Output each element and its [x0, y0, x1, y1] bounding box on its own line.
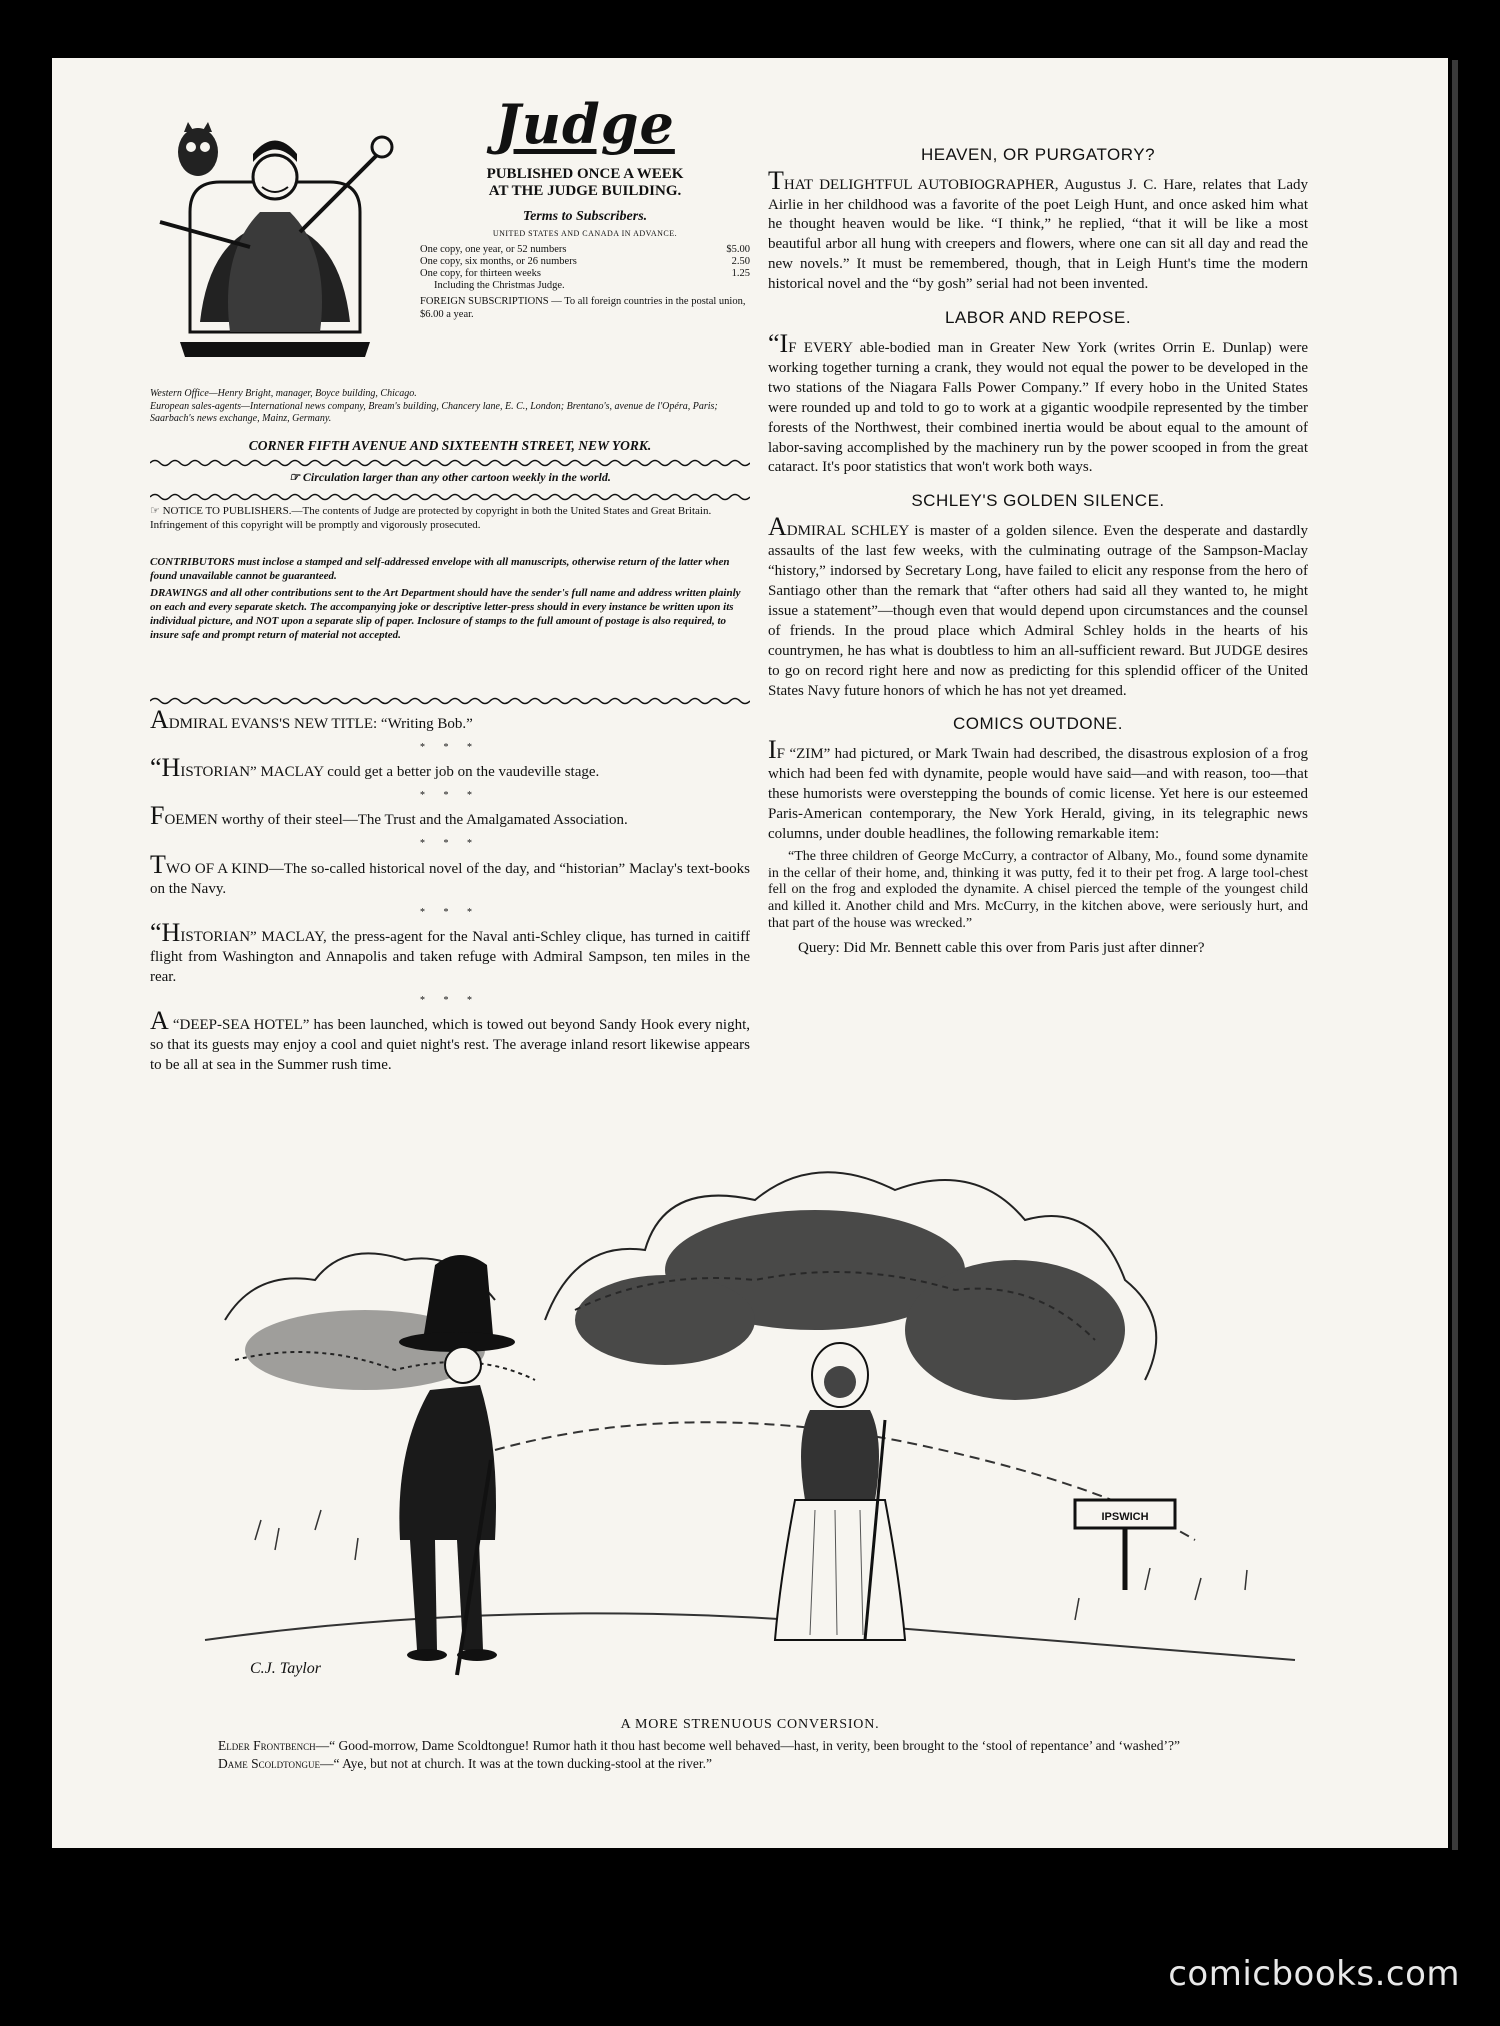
article-heading: LABOR AND REPOSE.	[944, 308, 1132, 328]
cartoon-title: A MORE STRENUOUS CONVERSION.	[620, 1717, 880, 1732]
price-list	[420, 244, 750, 292]
wavy-divider	[150, 492, 750, 502]
paragraph: “HISTORIAN” MACLAY, the press-agent for the Naval anti-Schley clique, has turned in caitiff flight from Washington and Annapolis and taken refuge with Admiral Sampson, ten miles in the rear.	[150, 917, 750, 985]
cartoon-caption	[218, 1737, 1318, 1772]
paragraph: TWO OF A KIND—The so-called historical novel of the day, and “historian” Maclay's text-books on the Navy.	[150, 849, 750, 897]
judge-building: AT THE JUDGE BUILDING.	[488, 182, 682, 199]
article-heading: HEAVEN, OR PURGATORY?	[920, 145, 1156, 164]
circulation-note: ☞ Circulation larger than any other cartoon weekly in the world.	[289, 470, 611, 484]
article-text: IF “ZIM” had pictured, or Mark Twain had described, the disastrous explosion of a frog which had been fed with dynamite, people would have said—and with reason, too—that these humorists were overstepping the bounds of comic license. Yet here is our esteemed Paris-American contemporary, the New York Herald, giving, in its telegraphic news columns, under double headlines, the following remarkable item:	[768, 735, 1308, 842]
judge-seated-figure-icon	[150, 92, 400, 362]
right-column-articles	[768, 144, 1308, 959]
caption-line: Dame Scoldtongue—“ Aye, but not at church. It was at the town ducking-stool at the river.”	[218, 1755, 713, 1771]
signpost-label: IPSWICH	[1101, 1511, 1149, 1523]
drawings-text: DRAWINGS and all other contributions sent to the Art Department should have the sender's full name and address written plainly on each and every separate sketch. The accompanying joke or descriptive letter-press should in every instance be written upon its individual picture, and NOT upon a separate slip of paper. Inclosure of stamps to the full amount of postage is also required, to insure safe and prompt return of material not accepted.	[150, 586, 741, 642]
signpost-icon	[1075, 1500, 1175, 1590]
contributors-notice	[150, 555, 750, 645]
western-office: Western Office—Henry Bright, manager, Boyce building, Chicago.	[150, 388, 417, 399]
terms-subtitle: UNITED STATES AND CANADA IN ADVANCE.	[492, 229, 678, 238]
article-heading: COMICS OUTDONE.	[953, 714, 1123, 734]
judge-logo: Judge	[495, 92, 675, 156]
masthead-info	[420, 92, 750, 321]
separator: * * *	[420, 790, 480, 802]
dame-figure-icon	[775, 1343, 905, 1640]
terms-title: Terms to Subscribers.	[522, 209, 648, 224]
separator: * * *	[420, 994, 480, 1006]
contributors-text: CONTRIBUTORS must inclose a stamped and self-addressed envelope with all manuscripts, otherwise return of the latter when found unavailable cannot be guaranteed.	[150, 556, 730, 583]
article-text: “IF EVERY able-bodied man in Greater New York (writes Orrin E. Dunlap) were working together turning a crank, they would not equal the power to be developed in the two stations of the Niagara Falls Power Company.” If every hobo in the United States were rounded up and told to go to work at a gigantic woodpile represented by the timber forests of the Northwest, their combined inertia would be about equal to the amount of labor-saving accomplished by the machinery run by the power scooped in from the great cataract. It's poor statistics that won't work both ways.	[768, 328, 1308, 476]
address-line: CORNER FIFTH AVENUE AND SIXTEENTH STREET, NEW YORK.	[248, 438, 652, 453]
price-note: Including the Christmas Judge.	[434, 280, 565, 292]
article-heading: SCHLEY'S GOLDEN SILENCE.	[911, 491, 1165, 511]
page-edge	[1452, 60, 1458, 1850]
cartoon-illustration	[195, 1120, 1325, 1700]
artist-signature: C.J. Taylor	[250, 1660, 321, 1677]
separator: * * *	[420, 741, 480, 753]
site-credit: comicbooks.com	[1168, 1954, 1460, 1994]
wavy-divider	[150, 458, 750, 468]
left-column-items	[150, 705, 750, 1082]
price-row: One copy, one year, or 52 numbers $5.00	[420, 244, 750, 255]
caption-line: Elder Frontbench—“ Good-morrow, Dame Scoldtongue! Rumor hath it thou hast become well behaved—hast, in verity, been brought to the ‘stool of repentance’ and ‘washed’?”	[218, 1738, 1181, 1753]
price-row: One copy, for thirteen weeks 1.25	[420, 268, 750, 280]
wavy-divider	[150, 696, 750, 706]
separator: * * *	[420, 838, 480, 850]
paragraph: FOEMEN worthy of their steel—The Trust and the Amalgamated Association.	[150, 801, 628, 831]
published-weekly: PUBLISHED ONCE A WEEK	[486, 166, 684, 182]
office-info	[150, 388, 750, 426]
query-line: Query: Did Mr. Bennett cable this over from Paris just after dinner?	[798, 939, 1205, 956]
publication-line	[420, 166, 750, 199]
paragraph: “HISTORIAN” MACLAY could get a better job on the vaudeville stage.	[150, 753, 600, 783]
notice-to-publishers: ☞ NOTICE TO PUBLISHERS.—The contents of Judge are protected by copyright in both the United States and Great Britain. Infringement of this copyright will be promptly and vigorously prosecuted.	[150, 505, 712, 531]
foreign-subscriptions: FOREIGN SUBSCRIPTIONS — To all foreign countries in the postal union, $6.00 a year.	[420, 296, 746, 320]
price-row: One copy, six months, or 26 numbers 2.50	[420, 256, 750, 268]
european-agents: European sales-agents—International news company, Bream's building, Chancery lane, E. C., London; Brentano's, avenue de l'Opéra, Paris; Saarbach's news exchange, Mainz, Germany.	[150, 400, 718, 424]
quoted-item: “The three children of George McCurry, a contractor of Albany, Mo., found some dynamite in the cellar of their home, and, thinking it was putty, fed it to their pet frog. A large tool-chest fell on the frog and exploded the dynamite. A chisel pierced the temple of the youngest child and killed it. Another child and Mrs. McCurry, in the kitchen above, were seriously hurt, and that part of the house was wrecked.”	[768, 848, 1308, 931]
article-text: ADMIRAL SCHLEY is master of a golden silence. Even the desperate and dastardly assaults of the last few weeks, with the culminating outrage of the Sampson-Maclay “history,” indorsed by Secretary Long, have failed to elicit any response from the hero of Santiago other than the remark that “after others had said all they wanted to, he might issue a statement”—though even that would depend upon circumstances and the counsel of friends. In the proud place which Admiral Schley holds in the hearts of his countrymen, he has what is doubtless to him an all-sufficient reward. But JUDGE desires to go on record right here and now as predicting for this splendid officer of the United States Navy future honors of which he has not yet dreamed.	[768, 512, 1308, 699]
paragraph: A “DEEP-SEA HOTEL” has been launched, which is towed out beyond Sandy Hook every night, so that its guests may enjoy a cool and quiet night's rest. The average inland resort likewise appears to be all at sea in the Summer rush time.	[150, 1005, 750, 1073]
paragraph: ADMIRAL EVANS'S NEW TITLE: “Writing Bob.”	[150, 705, 473, 734]
separator: * * *	[420, 906, 480, 918]
article-text: THAT DELIGHTFUL AUTOBIOGRAPHER, Augustus J. C. Hare, relates that Lady Airlie in her childhood was a favorite of the poet Leigh Hunt, and once asked him what he thought heaven would be like. “I think,” he replied, “that it will be like a most beautiful arbor all hung with creepers and flowers, where one can sit all day and read the new novels.” It must be remembered, though, that in Leigh Hunt's time the modern historical novel and the “by gosh” serial had not been invented.	[768, 165, 1308, 293]
